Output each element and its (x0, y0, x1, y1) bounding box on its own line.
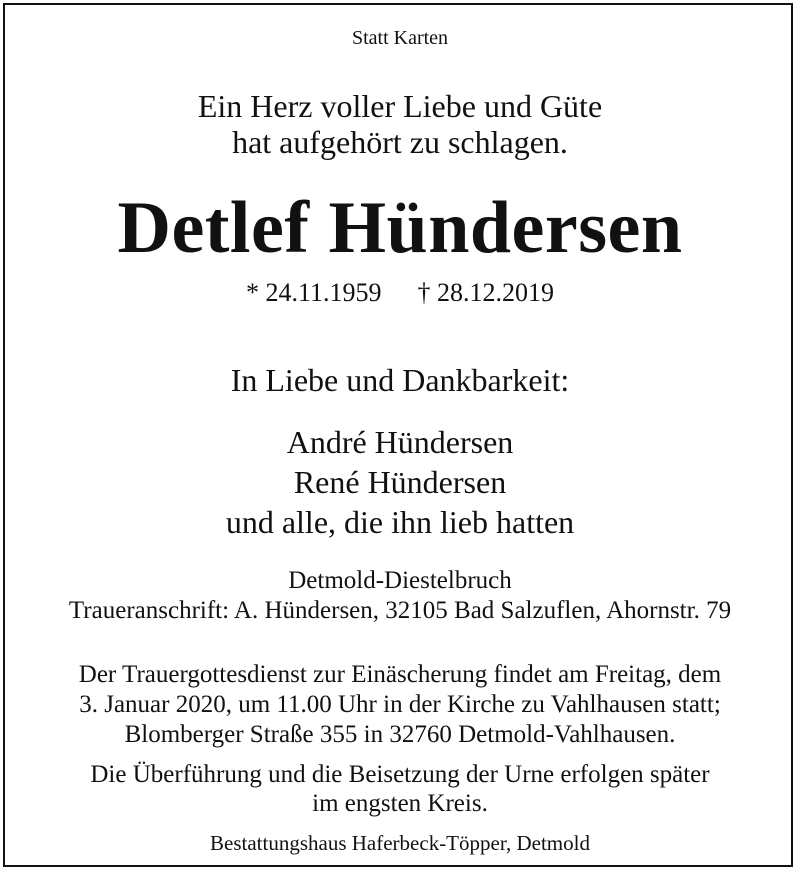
mourner-line: André Hündersen (286, 424, 514, 460)
mourner-line: René Hündersen (293, 464, 507, 500)
mourner-line: und alle, die ihn lieb hatten (225, 504, 575, 540)
intro-line-1: Ein Herz voller Liebe und Güte (197, 88, 603, 124)
gratitude-line: In Liebe und Dankbarkeit: (230, 362, 570, 398)
funeral-home: Bestattungshaus Haferbeck-Töpper, Detmold (210, 831, 590, 855)
life-dates (0, 278, 800, 308)
death-date: † 28.12.2019 (417, 278, 555, 307)
header-text: Statt Karten (351, 27, 449, 49)
burial-line: im engsten Kreis. (312, 790, 488, 817)
place-line: Detmold-Diestelbruch (288, 567, 512, 594)
deceased-name: Detlef Hündersen (117, 187, 683, 269)
intro-line-2: hat aufgehört zu schlagen. (232, 124, 568, 160)
birth-date: * 24.11.1959 (245, 278, 382, 307)
service-line: Blomberger Straße 355 in 32760 Detmold-Vahlhausen. (124, 721, 676, 748)
mourning-address: Traueranschrift: A. Hündersen, 32105 Bad Salzuflen, Ahornstr. 79 (68, 597, 732, 624)
service-line: 3. Januar 2020, um 11.00 Uhr in der Kirche zu Vahlhausen statt; (79, 691, 721, 718)
burial-line: Die Überführung und die Beisetzung der Urne erfolgen später (90, 761, 710, 788)
service-line: Der Trauergottesdienst zur Einäscherung findet am Freitag, dem (78, 661, 722, 688)
